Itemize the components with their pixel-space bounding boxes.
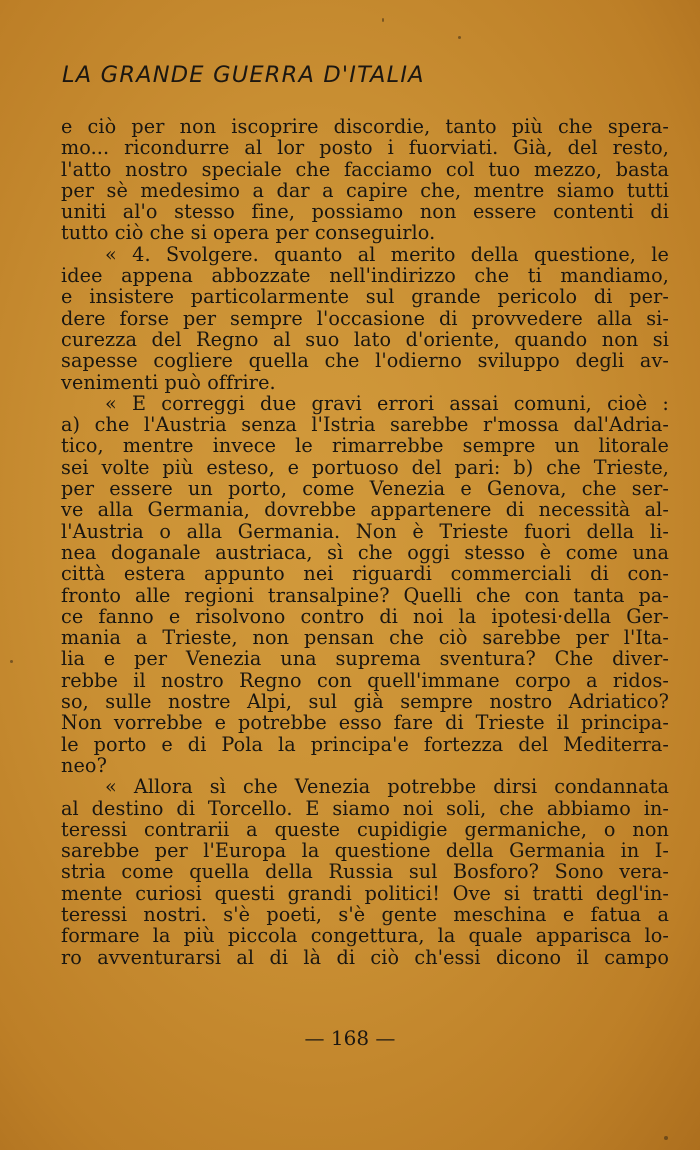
text-line: l'atto nostro speciale che facciamo col tuo mezzo, basta — [61, 157, 669, 181]
text-line: idee appena abbozzate nell'indirizzo che ti mandiamo, — [61, 264, 669, 288]
text-line: l'Austria o alla Germania. Non è Trieste fuori della li- — [61, 519, 669, 543]
text-line: venimenti può offrire. — [61, 370, 276, 394]
body-text — [61, 116, 669, 968]
text-line: sei volte più esteso, e portuoso del pari: b) che Trieste, — [61, 455, 669, 479]
paper-speck — [382, 18, 384, 22]
text-line: so, sulle nostre Alpi, sul già sempre nostro Adriatico? — [61, 690, 669, 714]
text-line: ce fanno e risolvono contro di noi la ipotesi·della Ger- — [61, 604, 669, 628]
text-line: mania a Trieste, non pensan che ciò sarebbe per l'Ita- — [61, 626, 669, 650]
text-line: uniti al'o stesso fine, possiamo non essere contenti di — [61, 200, 669, 224]
text-line: tutto ciò che si opera per conseguirlo. — [61, 221, 436, 245]
text-line: mente curiosi questi grandi politici! Ove si tratti degl'in- — [61, 881, 669, 905]
text-line: tico, mentre invece le rimarrebbe sempre un litorale — [61, 434, 669, 458]
text-line: « 4. Svolgere. quanto al merito della questione, le — [105, 242, 669, 266]
text-line: e ciò per non iscoprire discordie, tanto più che spera- — [61, 115, 669, 138]
text-line: dere forse per sempre l'occasione di provvedere alla si- — [61, 306, 669, 330]
text-line: per essere un porto, come Venezia e Genova, che ser- — [61, 477, 669, 501]
text-line: formare la più piccola congettura, la quale apparisca lo- — [61, 924, 669, 948]
text-line: Non vorrebbe e potrebbe esso fare di Trieste il principa- — [61, 711, 669, 735]
paper-speck — [664, 1136, 668, 1140]
text-line: sarebbe per l'Europa la questione della Germania in I- — [61, 839, 669, 863]
text-line: « Allora sì che Venezia potrebbe dirsi condannata — [105, 775, 669, 799]
paper-speck — [458, 36, 461, 39]
text-line: le porto e di Pola la principa'e fortezza del Mediterra- — [61, 732, 669, 756]
text-line: rebbe il nostro Regno con quell'immane corpo a ridos- — [61, 668, 669, 692]
paper-speck — [10, 660, 13, 663]
text-line: a) che l'Austria senza l'Istria sarebbe r'mossa dal'Adria- — [61, 413, 669, 437]
text-line: al destino di Torcello. E siamo noi soli, che abbiamo in- — [61, 796, 669, 820]
text-line: e insistere particolarmente sul grande pericolo di per- — [61, 285, 669, 309]
running-title: LA GRANDE GUERRA D'ITALIA — [62, 62, 425, 88]
text-line: mo... ricondurre al lor posto i fuorviati. Già, del resto, — [61, 136, 669, 160]
text-line: teressi nostri. s'è poeti, s'è gente meschina e fatua a — [61, 902, 669, 926]
text-line: ve alla Germania, dovrebbe appartenere di necessità al- — [61, 498, 669, 522]
text-line: lia e per Venezia una suprema sventura? Che diver- — [61, 647, 669, 671]
text-line: « E correggi due gravi errori assai comuni, cioè : — [105, 391, 669, 415]
text-line: stria come quella della Russia sul Bosforo? Sono vera- — [61, 860, 669, 884]
text-line: neo? — [61, 753, 107, 777]
text-line: curezza del Regno al suo lato d'oriente, quando non si — [61, 327, 669, 351]
page-number: — 168 — — [304, 1026, 396, 1050]
text-line: teressi contrarii a queste cupidigie germaniche, o non — [61, 817, 669, 841]
text-line: nea doganale austriaca, sì che oggi stesso è come una — [61, 540, 669, 564]
text-line: ro avventurarsi al di là di ciò ch'essi dicono il campo — [61, 945, 669, 969]
text-line: per sè medesimo a dar a capire che, mentre siamo tutti — [61, 178, 669, 202]
text-line: fronto alle regioni transalpine? Quelli che con tanta pa- — [61, 583, 669, 607]
text-line: sapesse cogliere quella che l'odierno sviluppo degli av- — [61, 349, 669, 373]
text-line: città estera appunto nei riguardi commerciali di con- — [61, 562, 669, 586]
